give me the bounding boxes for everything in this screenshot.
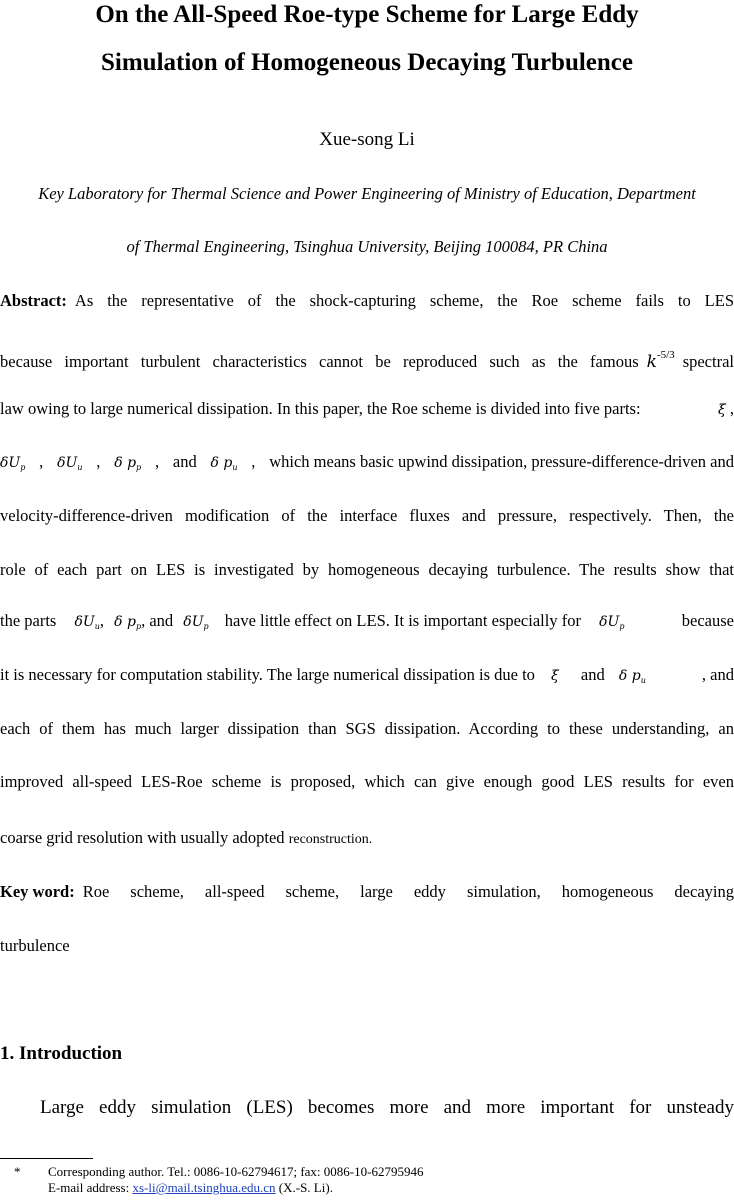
xi-symbol: ξ bbox=[551, 668, 559, 684]
keywords-line-2: turbulence bbox=[0, 936, 70, 955]
abstract-line-1 bbox=[0, 291, 734, 311]
footnote-line-2: E-mail address: xs-li@mail.tsinghua.edu.cn (X.-S. Li). bbox=[48, 1180, 333, 1195]
wavenumber-symbol: k bbox=[646, 352, 657, 372]
footnote-divider bbox=[0, 1158, 93, 1159]
abstract-line-2 bbox=[0, 345, 734, 372]
abstract-text: which means basic upwind dissipation, pressure-difference-driven and bbox=[269, 452, 734, 471]
abstract-line-9: each of them has much larger dissipation than SGS dissipation. According to these understanding, an bbox=[0, 719, 734, 738]
paper-title-line-1: On the All-Speed Roe-type Scheme for Large Eddy bbox=[95, 1, 639, 28]
delta-u-p-symbol: $\delta U_p$ bbox=[599, 614, 625, 631]
footnote-mark: * bbox=[14, 1164, 21, 1179]
abstract-line-7: the parts $\delta U_u$, δ $p_p$, and $\delta U_p$ have little effect on LES. It is important especially for $\delta U_p$ because bbox=[0, 611, 734, 631]
delta-p-u-symbol: δ $p_u$ bbox=[618, 668, 646, 685]
abstract-line-5: velocity-difference-driven modification of the interface fluxes and pressure, respectively. Then, the bbox=[0, 506, 734, 525]
abstract-line-6: role of each part on LES is investigated by homogeneous decaying turbulence. The results show that bbox=[0, 560, 734, 579]
delta-p-p-symbol: δ $p_p$ bbox=[114, 455, 142, 472]
intro-first-line: Large eddy simulation (LES) becomes more and more important for unsteady bbox=[40, 1097, 734, 1118]
abstract-line-3: law owing to large numerical dissipation. In this paper, the Roe scheme is divided into five parts: ξ , bbox=[0, 399, 734, 418]
footnote-line-1: * Corresponding author. Tel.: 0086-10-62794617; fax: 0086-10-62795946 bbox=[14, 1164, 424, 1179]
delta-u-p-symbol: $\delta U_p$ bbox=[0, 455, 26, 472]
abstract-text: As the representative of the shock-capturing scheme, the Roe scheme fails to LES bbox=[74, 291, 734, 310]
email-link[interactable]: xs-li@mail.tsinghua.edu.cn bbox=[132, 1180, 276, 1195]
affiliation-line-1: Key Laboratory for Thermal Science and Power Engineering of Ministry of Education, Department bbox=[38, 184, 696, 203]
abstract-line-4: $\delta U_p$ , $\delta U_u$ , δ $p_p$ , and δ $p_u$ , which means basic upwind dissipation, pressure-difference-driven and bbox=[0, 452, 734, 478]
delta-u-u-symbol: $\delta U_u$ bbox=[74, 614, 100, 631]
abstract-text: law owing to large numerical dissipation. In this paper, the Roe scheme is divided into five parts: bbox=[0, 399, 641, 418]
abstract-text: because important turbulent characteristics cannot be reproduced such as the famous bbox=[0, 352, 639, 371]
paper-title-line-2: Simulation of Homogeneous Decaying Turbulence bbox=[101, 49, 633, 76]
wavenumber-exponent: -5/3 bbox=[656, 349, 675, 361]
keywords-label: Key word: bbox=[0, 882, 75, 901]
abstract-line-11: coarse grid resolution with usually adopted reconstruction. bbox=[0, 828, 373, 847]
delta-u-u-symbol: $\delta U_u$ bbox=[57, 455, 83, 472]
abstract-text: and bbox=[172, 452, 197, 471]
spectral-law-expression bbox=[639, 345, 683, 372]
delta-p-u-symbol: δ $p_u$ bbox=[210, 455, 238, 472]
abstract-label: Abstract: bbox=[0, 291, 67, 310]
abstract-line-8: it is necessary for computation stability. The large numerical dissipation is due to ξ and δ $p_u$ , and bbox=[0, 665, 734, 685]
xi-symbol: ξ bbox=[718, 402, 726, 418]
author-name: Xue-song Li bbox=[319, 129, 415, 150]
abstract-line-10: improved all-speed LES-Roe scheme is proposed, which can give enough good LES results for even bbox=[0, 772, 734, 791]
keywords-text: Roe scheme, all-speed scheme, large eddy simulation, homogeneous decaying bbox=[82, 882, 734, 901]
delta-u-p-symbol: $\delta U_p$ bbox=[183, 614, 209, 631]
delta-p-p-symbol: δ $p_p$ bbox=[114, 614, 142, 631]
footnote bbox=[14, 1164, 423, 1196]
abstract-text: spectral bbox=[682, 352, 734, 371]
affiliation-line-2: of Thermal Engineering, Tsinghua University, Beijing 100084, PR China bbox=[126, 237, 608, 256]
keywords-line-1 bbox=[0, 882, 734, 902]
section-heading: 1. Introduction bbox=[0, 1043, 123, 1064]
